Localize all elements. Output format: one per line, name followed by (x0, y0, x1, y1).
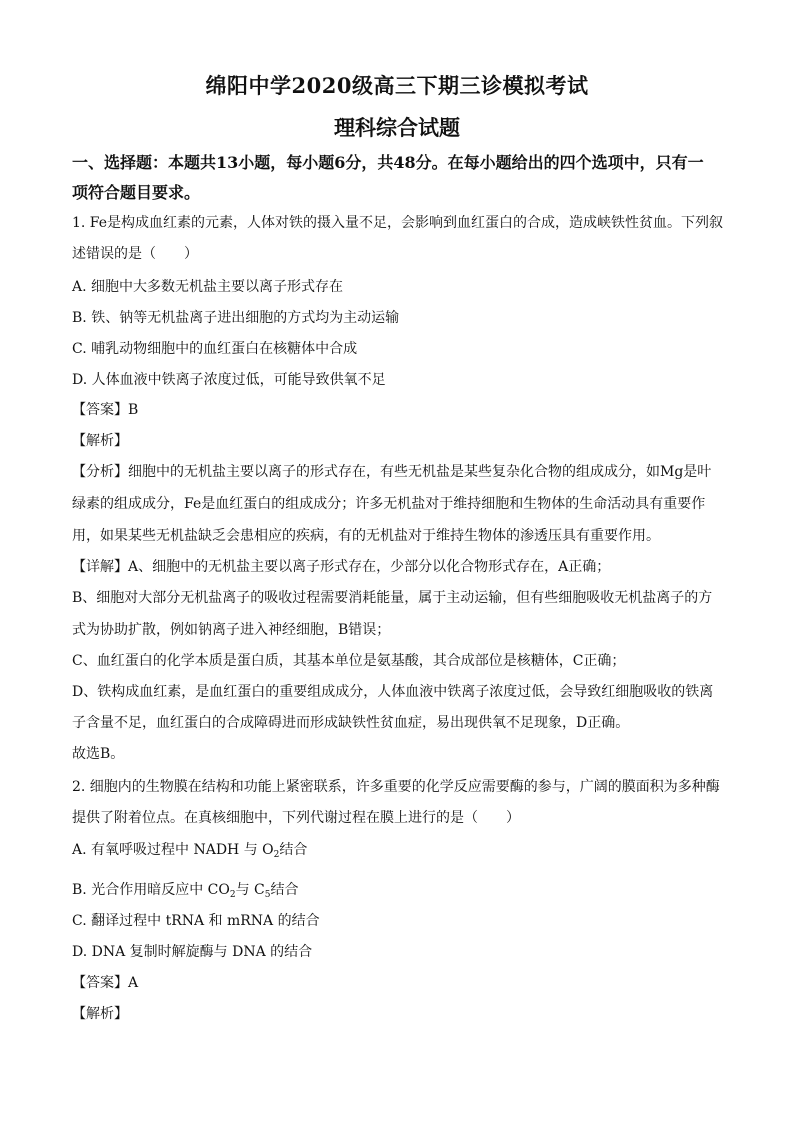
exam-title: 绵阳中学2020级高三下期三诊模拟考试 (205, 73, 589, 98)
exam-subtitle: 理科综合试题 (334, 115, 460, 140)
q1-option-a: A. 细胞中大多数无机盐主要以离子形式存在 (72, 279, 344, 295)
section-heading-line-2: 项符合题目要求。 (72, 183, 201, 202)
section-heading-line-1: 一、选择题：本题共13小题，每小题6分，共48分。在每小题给出的四个选项中，只有一 (72, 153, 704, 172)
q1-xiangjie-line-1: 【详解】A、细胞中的无机盐主要以离子形式存在，少部分以化合物形式存在，A正确； (72, 559, 611, 575)
q2-option-a (72, 840, 732, 865)
q1-fenxi-line-3: 用，如果某些无机盐缺乏会患相应的疾病，有的无机盐对于维持生物体的渗透压具有重要作用。 (72, 528, 660, 544)
q1-xiangjie-line-5: D、铁构成血红素，是血红蛋白的重要组成成分，人体血液中铁离子浓度过低，会导致红细胞吸收的铁离 (72, 684, 714, 700)
q1-stem-line-1: 1. Fe是构成血红素的元素，人体对铁的摄入量不足，会影响到血红蛋白的合成，造成峡铁性贫血。下列叙 (72, 215, 724, 231)
q1-xiangjie-line-6: 子含量不足，血红蛋白的合成障碍进而形成缺铁性贫血症，易出现供氧不足现象，D正确。 (72, 715, 630, 731)
q2-option-b-subscript-1: 2 (229, 890, 236, 900)
q1-xiangjie-line-2: B、细胞对大部分无机盐离子的吸收过程需要消耗能量，属于主动运输，但有些细胞吸收无机盐离子的方 (72, 590, 713, 606)
q2-stem-line-1: 2. 细胞内的生物膜在结构和功能上紧密联系，许多重要的化学反应需要酶的参与，广阔的膜面积为多种酶 (72, 779, 720, 795)
q2-answer: 【答案】A (72, 975, 139, 991)
q2-stem-line-2: 提供了附着位点。在真核细胞中，下列代谢过程在膜上进行的是（ ） (72, 810, 520, 826)
q1-fenxi-line-2: 绿素的组成成分，Fe是血红蛋白的组成成分；许多无机盐对于维持细胞和生物体的生命活动具有重要作 (72, 496, 706, 512)
q2-option-b (72, 880, 732, 905)
q1-analysis-label: 【解析】 (72, 433, 128, 449)
q1-xiangjie-line-4: C、血红蛋白的化学本质是蛋白质，其基本单位是氨基酸，其合成部位是核糖体，C正确； (72, 653, 626, 669)
q2-option-a-text: A. 有氧呼吸过程中 NADH 与 O (72, 842, 274, 858)
q2-option-a-subscript: 2 (273, 850, 280, 860)
q2-option-b-suffix: 结合 (270, 882, 299, 898)
q1-option-c: C. 哺乳动物细胞中的血红蛋白在核糖体中合成 (72, 341, 358, 357)
q2-option-b-subscript-2: 5 (264, 890, 271, 900)
q1-option-b: B. 铁、钠等无机盐离子进出细胞的方式均为主动运输 (72, 310, 400, 326)
q1-option-d: D. 人体血液中铁离子浓度过低，可能导致供氧不足 (72, 372, 386, 388)
q1-fenxi-line-1: 【分析】细胞中的无机盐主要以离子的形式存在，有些无机盐是某些复杂化合物的组成成分，如Mg是叶 (72, 464, 712, 480)
q1-conclusion: 故选B。 (72, 746, 125, 762)
q1-stem-line-2: 述错误的是（ ） (72, 246, 198, 262)
q2-option-b-text: B. 光合作用暗反应中 CO (72, 882, 230, 898)
q2-option-d: D. DNA 复制时解旋酶与 DNA 的结合 (72, 944, 313, 960)
q1-xiangjie-line-3: 式为协助扩散，例如钠离子进入神经细胞，B错误； (72, 622, 391, 638)
q2-analysis-label: 【解析】 (72, 1006, 128, 1022)
q2-option-c: C. 翻译过程中 tRNA 和 mRNA 的结合 (72, 913, 320, 929)
q1-answer: 【答案】B (72, 402, 139, 418)
q2-option-b-middle: 与 C (235, 882, 265, 898)
q2-option-a-suffix: 结合 (279, 842, 308, 858)
